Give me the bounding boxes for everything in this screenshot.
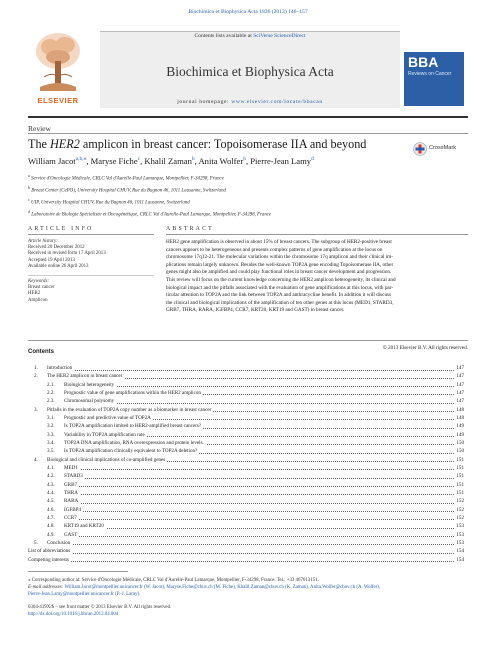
abstract-line: chromosome 17q12-21. The molecular variations within the chromosome 17q amplicon and their clinical im- — [166, 254, 393, 261]
abstract-copyright: © 2013 Elsevier B.V. All rights reserved. — [382, 345, 468, 351]
affiliation-text: Laboratoire de Biologie Spécialisée et Oncogénétique, CRLC Val d'Aurelle-Paul Lamarque, Montpellier, F-34298, France — [31, 212, 272, 218]
toc-label[interactable]: Prognostic and predictive value of TOP2A — [64, 414, 151, 421]
abstract-line: biological impact and the pitfalls associated with the evaluation of gene amplifications at this locus, with par- — [166, 284, 394, 291]
type-rule — [28, 133, 468, 134]
toc-leader-dots — [68, 469, 454, 470]
cover-subtitle: Reviews on Cancer — [408, 71, 452, 77]
journal-homepage-line — [100, 99, 400, 105]
toc-label[interactable]: Introduction — [47, 365, 73, 371]
toc-number: 3.3. — [47, 431, 55, 438]
toc-page-number: 151 — [456, 464, 464, 471]
toc-label[interactable]: Conclusion — [47, 539, 71, 546]
toc-entry[interactable] — [34, 372, 464, 380]
toc-entry[interactable] — [34, 439, 464, 447]
abstract-rule — [166, 234, 468, 235]
toc-page-number: 153 — [456, 539, 464, 546]
author-name[interactable]: Anita Wolfer — [198, 156, 244, 166]
toc-label[interactable]: Competing interests — [28, 556, 69, 563]
toc-entry[interactable] — [34, 456, 464, 464]
toc-page-number: 147 — [456, 365, 464, 371]
toc-entry[interactable] — [28, 547, 464, 555]
toc-number: 4.5. — [47, 498, 55, 505]
toc-entry[interactable] — [34, 481, 464, 489]
affiliation-text: UIP, University Hospital CHUV, Rue du Bugnon 46, 1011 Lausanne, Switzerland — [31, 200, 190, 206]
toc-label[interactable]: List of abbreviations — [28, 548, 71, 555]
toc-page-number: 151 — [456, 473, 464, 480]
toc-number: 4.4. — [47, 489, 55, 496]
abstract-line: the clinical and biological implications of the amplification of ten other genes at this locus (MED1, STARD3, — [166, 299, 394, 306]
toc-label[interactable]: STARD3 — [64, 473, 83, 480]
toc-page-number: 149 — [456, 431, 464, 438]
toc-label[interactable]: GAST — [64, 531, 78, 538]
crossmark-badge[interactable] — [413, 142, 467, 156]
toc-page-number: 153 — [456, 531, 464, 538]
toc-label[interactable]: RARA — [64, 498, 79, 505]
toc-entry[interactable] — [34, 514, 464, 522]
abstract-line: genes might also be amplified and could play functional roles in breast cancer development and progression. — [166, 269, 392, 276]
affiliation-item — [28, 208, 468, 220]
toc-entry[interactable] — [34, 539, 464, 547]
affiliation-item — [28, 172, 468, 184]
title-prefix: The — [28, 137, 50, 151]
affiliation-marker: c — [28, 197, 30, 203]
toc-number: 3. — [34, 406, 38, 413]
history-label: Article history: — [28, 239, 58, 244]
toc-leader-dots — [51, 370, 454, 371]
affiliation-item — [28, 184, 468, 196]
abstract-line: plications remain largely unknown. Besides the well-known TOP2A gene encoding Topoisomerase IIA, other — [166, 261, 394, 268]
affiliation-marker: d — [28, 209, 31, 215]
contents-heading: Contents — [28, 349, 54, 355]
toc-entry[interactable] — [34, 406, 464, 414]
contents-prefix: Contents lists available at — [194, 33, 254, 39]
toc-entry[interactable] — [34, 489, 464, 497]
crossmark-label: CrossMark — [429, 145, 457, 151]
email-line — [28, 584, 468, 591]
abstract-bottom-rule — [28, 340, 468, 341]
doi-link[interactable]: http://dx.doi.org/10.1016/j.bbcan.2013.04.004 — [28, 612, 119, 618]
toc-number: 4.7. — [47, 514, 55, 521]
toc-label[interactable]: MED1 — [64, 464, 78, 471]
email-links-continued[interactable]: Pierre-Jean.Lamy@montpellier.unicancer.fr (P.-J. Lamy). — [28, 592, 141, 598]
toc-label[interactable]: Prognostic value of gene amplifications within the HER2 amplicon — [64, 389, 201, 396]
toc-page-number: 153 — [456, 523, 464, 530]
toc-leader-dots — [68, 486, 454, 487]
toc-number: 4.2. — [47, 473, 55, 480]
author-affil-marker[interactable]: a,b,⁎ — [75, 156, 87, 163]
toc-entry[interactable] — [34, 506, 464, 514]
toc-number: 4.1. — [47, 464, 55, 471]
affiliation-list — [28, 172, 468, 220]
article-history — [28, 239, 154, 270]
toc-label[interactable]: Is TOP2A amplification limited to HER2-amplified breast cancers? — [64, 423, 202, 430]
author-affil-marker[interactable]: d — [311, 156, 314, 163]
journal-name: Biochimica et Biophysica Acta — [166, 64, 334, 79]
author-name[interactable]: Pierre-Jean Lamy — [250, 156, 312, 166]
toc-label[interactable]: Pitfalls in the evaluation of TOP2A copy number as a biomarker in breast cancer — [47, 406, 212, 413]
article-type: Review — [28, 124, 51, 133]
issn-line: 0304-419X/$ – see front matter © 2013 Elsevier B.V. All rights reserved. — [28, 605, 172, 610]
toc-page-number: 150 — [456, 448, 464, 455]
affiliation-text: Breast Center (CePO), University Hospital CHUV, Rue du Bugnon 46, 1011 Lausanne, Switzerland — [31, 188, 226, 194]
author-affil-marker[interactable]: b — [191, 156, 195, 163]
publisher-name: ELSEVIER — [37, 96, 79, 105]
toc-leader-dots — [51, 544, 454, 545]
toc-page-number: 147 — [456, 389, 464, 396]
toc-label[interactable]: Biological heterogeneity — [64, 381, 115, 388]
affiliation-item — [28, 196, 468, 208]
toc-page-number: 154 — [456, 548, 464, 555]
toc-label[interactable]: IGFBP4 — [64, 506, 81, 513]
toc-number: 4.9. — [47, 531, 55, 538]
toc-leader-dots — [68, 528, 454, 529]
toc-number: 4.3. — [47, 481, 55, 488]
author-name[interactable]: Khalil Zaman — [144, 156, 192, 166]
keywords-block — [28, 279, 154, 304]
author-affil-marker[interactable]: b — [243, 156, 246, 163]
homepage-prefix: journal homepage: — [177, 99, 232, 105]
article-info-rule — [28, 234, 154, 235]
toc-page-number: 149 — [456, 423, 464, 430]
toc-page-number: 151 — [456, 481, 464, 488]
toc-label[interactable]: THRA — [64, 489, 78, 496]
toc-entry[interactable] — [34, 389, 464, 397]
abstract-line: This review will focus on the current knowledge concerning the HER2 amplicon heterogeneity, its clinical and — [166, 276, 396, 283]
toc-number: 3.4. — [47, 439, 55, 446]
footnote-block — [28, 577, 468, 599]
abstract-line: HER2 gene amplification is observed in about 15% of breast cancers. The subgroup of HER2-positive breast — [166, 239, 392, 245]
issn-block — [28, 604, 328, 618]
toc-entry[interactable] — [34, 531, 464, 539]
keyword-item: Amplicon — [28, 297, 48, 303]
title-gene: HER2 — [50, 137, 80, 151]
toc-entry[interactable] — [34, 497, 464, 505]
toc-number: 2.1. — [47, 381, 55, 388]
toc-page-number: 151 — [456, 456, 464, 463]
title-suffix: amplicon in breast cancer: Topoisomerase IIA and beyond — [79, 137, 367, 151]
toc-entry[interactable] — [34, 472, 464, 480]
homepage-link[interactable]: www.elsevier.com/locate/bbacan — [231, 99, 323, 105]
toc-leader-dots — [68, 478, 454, 479]
toc-number: 3.2. — [47, 423, 55, 430]
toc-entry[interactable] — [34, 381, 464, 389]
toc-leader-dots — [68, 494, 454, 495]
affiliation-marker: a — [28, 173, 30, 178]
toc-number: 2.2. — [47, 389, 55, 396]
toc-entry[interactable] — [34, 431, 464, 439]
email-links[interactable]: William.Jacot@montpellier.unicancer.fr (W. Jacot), Maryse.Fiche@chuv.ch (M. Fiche), Khalil.Zaman@chuv.ch (K. Zaman), Anita.Wolfer@chuv.ch (A. Wolfer), — [64, 585, 381, 591]
author-name[interactable]: William Jacot — [28, 156, 76, 166]
toc-entry[interactable] — [34, 522, 464, 530]
toc-entry[interactable] — [34, 422, 464, 430]
toc-number: 4. — [34, 456, 38, 463]
toc-label[interactable]: GRB7 — [64, 481, 78, 488]
abstract-heading: ABSTRACT — [166, 226, 214, 232]
toc-number: 4.8. — [47, 523, 55, 530]
toc-page-number: 148 — [456, 406, 464, 413]
history-item: Received in revised form 17 April 2013 — [28, 251, 106, 257]
toc-number: 3.1. — [47, 414, 55, 421]
affiliation-text: Service d'Oncologie Médicale, CRLC Val d'Aurelle-Paul Lamarque, Montpellier, F-34298, France — [31, 176, 224, 182]
toc-page-number: 147 — [456, 381, 464, 388]
toc-number: 1. — [34, 365, 38, 371]
toc-label[interactable]: KRT19 and KRT20 — [64, 523, 104, 530]
footnote-rule — [28, 571, 128, 572]
toc-page-number: 150 — [456, 439, 464, 446]
toc-number: 2.3. — [47, 398, 55, 405]
author-name[interactable]: Maryse Fiche — [90, 156, 138, 166]
toc-label[interactable]: Is TOP2A amplification clinically equivalent to TOP2A deletion? — [64, 448, 198, 455]
toc-leader-dots — [68, 403, 454, 404]
toc-entry[interactable] — [34, 397, 464, 405]
toc-leader-dots — [68, 519, 454, 520]
toc-entry[interactable] — [34, 414, 464, 422]
toc-label[interactable]: Chromosomal polysomy — [64, 398, 115, 405]
toc-page-number: 147 — [456, 398, 464, 405]
contents-available-line — [100, 33, 400, 39]
history-item: Available online 26 April 2013 — [28, 263, 89, 269]
sciencedirect-link[interactable]: SciVerse ScienceDirect — [253, 33, 306, 39]
toc-label[interactable]: Biological and clinical implications of co-amplified genes — [47, 456, 166, 463]
toc-number: 3.5. — [47, 448, 55, 455]
keywords-label: Keywords: — [28, 279, 50, 284]
author-list: William Jacot$^{a,b,⁎}$, Maryse Fiche$^c$, Khalil Zaman$^b$, Anita Wolfer$^b$, Pierre-Jean Lamy$^d$ — [28, 156, 314, 166]
table-of-contents — [28, 364, 464, 564]
abstract-line: cancers appears to be heterogeneous and presents complex patterns of gene amplification at the locus on — [166, 246, 383, 253]
toc-entry[interactable] — [34, 447, 464, 455]
toc-page-number: 154 — [456, 556, 464, 563]
elsevier-tree-logo — [30, 27, 86, 95]
keyword-item: HER2 — [28, 291, 41, 297]
email-label: E-mail addresses: — [28, 585, 65, 591]
toc-entry[interactable] — [34, 464, 464, 472]
toc-page-number: 147 — [456, 373, 464, 380]
history-item: Accepted 19 April 2013 — [28, 257, 75, 263]
keyword-item: Breast cancer — [28, 285, 55, 291]
toc-leader-dots — [32, 553, 454, 554]
info-divider — [28, 275, 154, 276]
toc-leader-dots — [68, 511, 454, 512]
article-title — [28, 137, 398, 152]
cover-title: BBA — [408, 54, 439, 70]
affiliation-marker: b — [28, 185, 31, 191]
toc-page-number: 152 — [456, 514, 464, 521]
author-affil-marker[interactable]: c — [137, 156, 141, 163]
toc-page-number: 152 — [456, 506, 464, 513]
toc-leader-dots — [68, 386, 454, 387]
abstract-line: ticular attention to TOP2A and the link between TOP2A and anthracycline benefit. In addition it will discuss — [166, 292, 392, 299]
corresponding-author-note: ⁎ Corresponding author at: Service d'Oncologie Médicale, CRLC Val d'Aurelle-Paul Lamarque, Montpellier, F-34298, France. Tel.: +33 467613151. — [28, 578, 319, 583]
toc-entry[interactable] — [28, 556, 464, 564]
toc-label[interactable]: TOP2A DNA amplification, RNA overexpression and protein levels. — [64, 439, 204, 446]
toc-label[interactable]: The HER2 amplicon in breast cancer — [47, 373, 123, 380]
toc-number: 2. — [34, 373, 38, 380]
toc-page-number: 148 — [456, 414, 464, 421]
journal-citation[interactable]: Biochimica et Biophysica Acta 1836 (2013) 146–157 — [188, 9, 308, 15]
abstract-line: GRB7, THRA, RARA, IGFBP4, CCR7, KRT20, KRT19 and GAST) in breast cancer. — [166, 307, 345, 314]
toc-label[interactable]: CCR7 — [64, 514, 77, 521]
toc-page-number: 151 — [456, 489, 464, 496]
history-item: Received 20 December 2012 — [28, 245, 85, 251]
toc-entry[interactable] — [34, 364, 464, 372]
abstract-body — [166, 239, 468, 315]
article-info-heading: ARTICLE INFO — [28, 226, 94, 232]
journal-cover-thumbnail[interactable] — [404, 52, 464, 106]
header-rule — [28, 116, 468, 118]
toc-number: 4.6. — [47, 506, 55, 513]
toc-leader-dots — [68, 536, 454, 537]
toc-number: 5. — [34, 539, 38, 546]
toc-label[interactable]: Variability in TOP2A amplification rate — [64, 431, 145, 438]
toc-page-number: 152 — [456, 498, 464, 505]
toc-leader-dots — [68, 503, 454, 504]
toc-leader-dots — [32, 561, 454, 562]
crossmark-icon — [413, 142, 427, 156]
